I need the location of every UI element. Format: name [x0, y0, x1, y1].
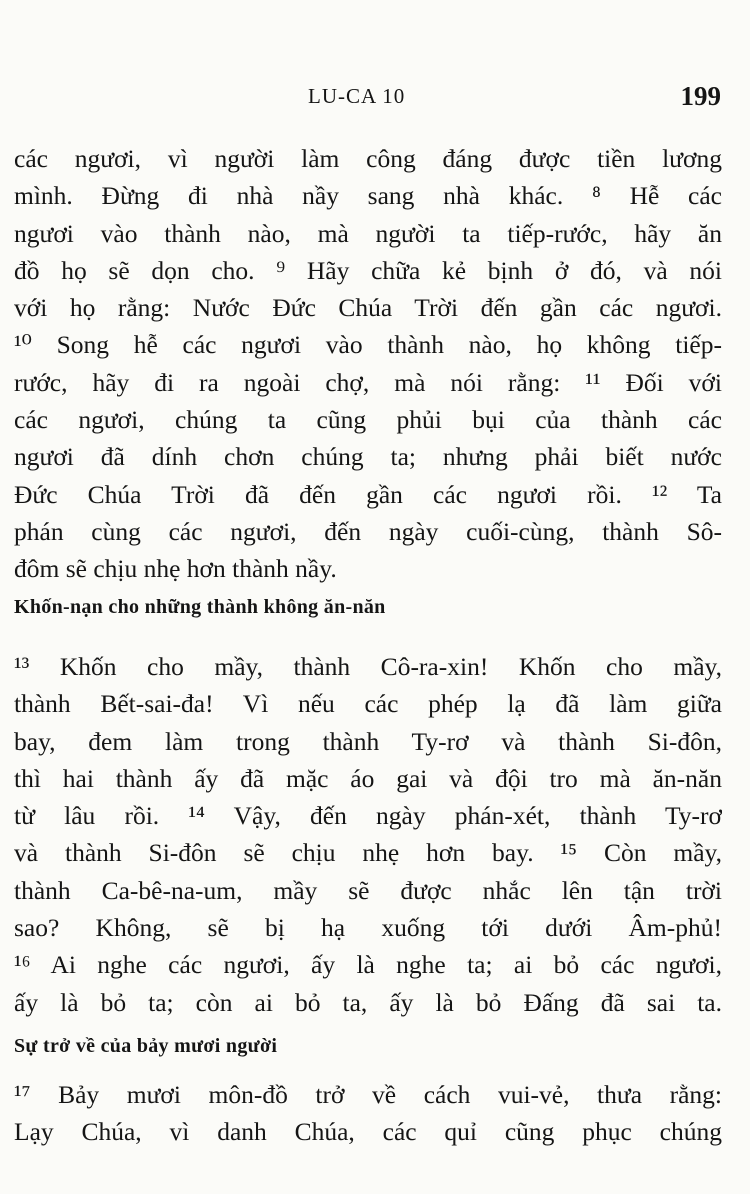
text-line: Lạy Chúa, vì danh Chúa, các quỉ cũng phục chúng [14, 1117, 722, 1147]
text-line: và thành Si-đôn sẽ chịu nhẹ hơn bay. ¹⁵ Còn mầy, [14, 838, 722, 868]
text-line: mình. Đừng đi nhà nầy sang nhà khác. ⁸ Hễ các [14, 181, 722, 211]
section-heading: Sự trở về của bảy mươi người [14, 1035, 278, 1057]
page-number: 199 [680, 81, 721, 111]
text-line: Đức Chúa Trời đã đến gần các ngươi rồi. ¹² Ta [14, 479, 722, 509]
section-heading: Khốn-nạn cho những thành không ăn-năn [14, 596, 386, 618]
text-line: thì hai thành ấy đã mặc áo gai và đội tro mà ăn-năn [14, 763, 722, 793]
text-line: với họ rằng: Nước Đức Chúa Trời đến gần các ngươi. [14, 293, 722, 323]
paragraph-luke-10-17 [14, 1076, 722, 1151]
running-title: LU-CA 10 [308, 84, 406, 108]
text-line: bay, đem làm trong thành Ty-rơ và thành Si-đôn, [14, 726, 722, 756]
text-line: thành Ca-bê-na-um, mầy sẽ được nhắc lên tận trời [14, 875, 722, 905]
text-line: sao? Không, sẽ bị hạ xuống tới dưới Âm-phủ! [14, 913, 722, 943]
text-line: rước, hãy đi ra ngoài chợ, mà nói rằng: ¹¹ Đối với [14, 367, 722, 397]
text-line: các ngươi, chúng ta cũng phủi bụi của thành các [14, 405, 722, 435]
text-line: các ngươi, vì người làm công đáng được tiền lương [14, 144, 722, 173]
text-line: ¹³ Khốn cho mầy, thành Cô-ra-xin! Khốn cho mầy, [14, 652, 722, 681]
text-line: ấy là bỏ ta; còn ai bỏ ta, ấy là bỏ Đấng đã sai ta. [14, 987, 722, 1017]
text-line: đôm sẽ chịu nhẹ hơn thành nầy. [14, 554, 337, 584]
text-line: ngươi đã dính chơn chúng ta; nhưng phải biết nước [14, 442, 722, 472]
text-line: ngươi vào thành nào, mà người ta tiếp-rước, hãy ăn [14, 218, 722, 248]
text-line: ¹⁷ Bảy mươi môn-đồ trở về cách vui-vẻ, thưa rằng: [14, 1080, 722, 1109]
text-line: từ lâu rồi. ¹⁴ Vậy, đến ngày phán-xét, thành Ty-rơ [14, 801, 722, 831]
page-header [0, 81, 750, 114]
paragraph-luke-10-7-12 [14, 140, 722, 588]
text-line: thành Bết-sai-đa! Vì nếu các phép lạ đã làm giữa [14, 689, 722, 719]
text-line: đồ họ sẽ dọn cho. ⁹ Hãy chữa kẻ bịnh ở đó, và nói [14, 255, 722, 285]
text-line: ¹⁶ Ai nghe các ngươi, ấy là nghe ta; ai bỏ các ngươi, [14, 950, 722, 980]
text-line: ¹⁰ Song hễ các ngươi vào thành nào, họ không tiếp- [14, 330, 722, 360]
text-line: phán cùng các ngươi, đến ngày cuối-cùng, thành Sô- [14, 516, 722, 546]
paragraph-luke-10-13-16 [14, 648, 722, 1021]
